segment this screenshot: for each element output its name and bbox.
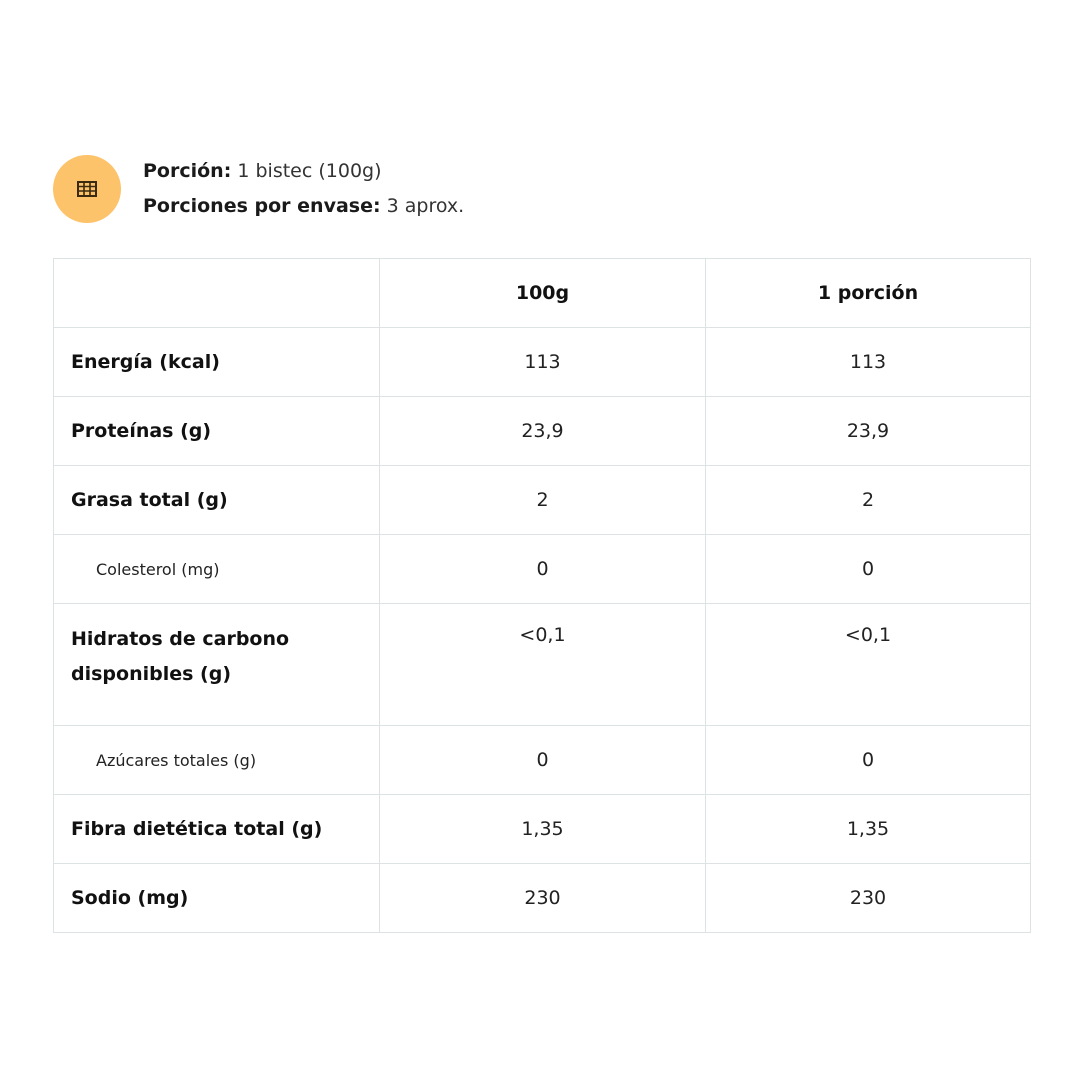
portion-line xyxy=(143,154,464,189)
table-row xyxy=(54,726,1031,795)
table-row xyxy=(54,328,1031,397)
table-row xyxy=(54,795,1031,864)
value-100g: 0 xyxy=(380,726,706,795)
value-100g: <0,1 xyxy=(380,604,706,726)
table-icon xyxy=(53,155,121,223)
value-portion: 113 xyxy=(706,328,1031,397)
table-row xyxy=(54,604,1031,726)
servings-value: 3 aprox. xyxy=(386,195,465,217)
value-portion: 0 xyxy=(706,726,1031,795)
serving-text xyxy=(143,154,464,224)
value-portion: 2 xyxy=(706,466,1031,535)
value-portion: 0 xyxy=(706,535,1031,604)
value-portion: 23,9 xyxy=(706,397,1031,466)
table-row xyxy=(54,535,1031,604)
nutrient-label: Fibra dietética total (g) xyxy=(54,795,380,864)
value-100g: 2 xyxy=(380,466,706,535)
value-100g: 0 xyxy=(380,535,706,604)
nutrient-label: Hidratos de carbono disponibles (g) xyxy=(54,604,380,726)
nutrient-label: Proteínas (g) xyxy=(54,397,380,466)
portion-value: 1 bistec (100g) xyxy=(237,160,382,182)
value-100g: 230 xyxy=(380,864,706,933)
column-header-100g: 100g xyxy=(380,259,706,328)
value-portion: <0,1 xyxy=(706,604,1031,726)
column-header-portion: 1 porción xyxy=(706,259,1031,328)
servings-label: Porciones por envase: xyxy=(143,195,381,217)
value-portion: 230 xyxy=(706,864,1031,933)
nutrient-sublabel: Colesterol (mg) xyxy=(54,535,380,604)
table-row xyxy=(54,397,1031,466)
servings-line xyxy=(143,189,464,224)
value-100g: 113 xyxy=(380,328,706,397)
column-header-empty xyxy=(54,259,380,328)
nutrition-table xyxy=(53,258,1031,933)
nutrient-label: Sodio (mg) xyxy=(54,864,380,933)
table-row xyxy=(54,466,1031,535)
value-100g: 23,9 xyxy=(380,397,706,466)
portion-label: Porción: xyxy=(143,160,232,182)
nutrient-label: Energía (kcal) xyxy=(54,328,380,397)
serving-info xyxy=(53,153,464,225)
value-100g: 1,35 xyxy=(380,795,706,864)
table-row xyxy=(54,864,1031,933)
nutrient-label: Grasa total (g) xyxy=(54,466,380,535)
value-portion: 1,35 xyxy=(706,795,1031,864)
nutrient-sublabel: Azúcares totales (g) xyxy=(54,726,380,795)
table-header-row xyxy=(54,259,1031,328)
